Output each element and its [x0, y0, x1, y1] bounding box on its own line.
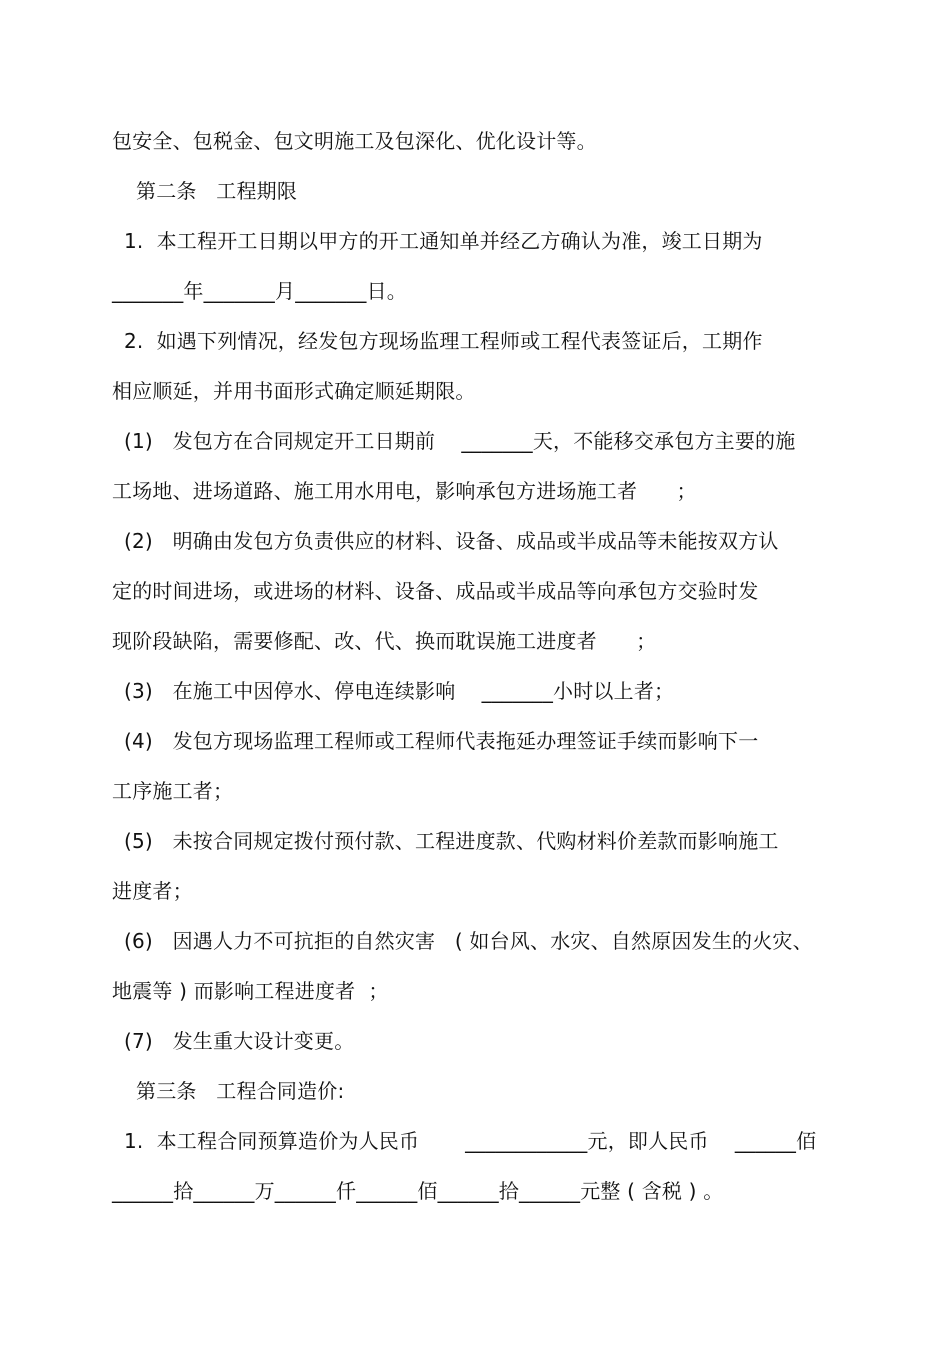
text-line: 地震等 ) 而影响工程进度者 ；	[112, 979, 389, 1003]
text-line: _______年_______月_______日。	[112, 279, 407, 303]
text-line: (4) 发包方现场监理工程师或工程师代表拖延办理签证手续而影响下一	[124, 729, 759, 753]
text-line: 1. 本工程合同预算造价为人民币 ____________元，即人民币 ______佰	[124, 1129, 817, 1153]
text-line: 现阶段缺陷，需要修配、改、代、换而耽误施工进度者 ；	[112, 629, 657, 653]
text-line: 进度者；	[112, 879, 193, 903]
text-line: 工序施工者；	[112, 779, 234, 803]
text-line: (6) 因遇人力不可抗拒的自然灾害 ( 如台风、水灾、自然原因发生的火灾、	[124, 929, 813, 953]
text-line: 包安全、包税金、包文明施工及包深化、优化设计等。	[112, 129, 597, 153]
text-line: 1. 本工程开工日期以甲方的开工通知单并经乙方确认为准，竣工日期为	[124, 229, 763, 253]
text-line: (2) 明确由发包方负责供应的材料、设备、成品或半成品等未能按双方认	[124, 529, 779, 553]
text-line: (5) 未按合同规定拨付预付款、工程进度款、代购材料价差款而影响施工	[124, 829, 779, 853]
text-line: ______拾______万______仟______佰______拾______元整 ( 含税 ) 。	[112, 1179, 724, 1203]
text-line: 定的时间进场，或进场的材料、设备、成品或半成品等向承包方交验时发	[112, 579, 759, 603]
text-line: 工场地、进场道路、施工用水用电，影响承包方进场施工者 ；	[112, 479, 697, 503]
text-line: 2. 如遇下列情况，经发包方现场监理工程师或工程代表签证后，工期作	[124, 329, 763, 353]
text-line: (7) 发生重大设计变更。	[124, 1029, 355, 1053]
section-heading: 第二条 工程期限	[136, 179, 298, 203]
section-heading: 第三条 工程合同造价:	[136, 1079, 345, 1103]
text-line: 相应顺延，并用书面形式确定顺延期限。	[112, 379, 476, 403]
text-line: (1) 发包方在合同规定开工日期前 _______天，不能移交承包方主要的施	[124, 429, 796, 453]
text-line: (3) 在施工中因停水、停电连续影响 _______小时以上者；	[124, 679, 675, 703]
